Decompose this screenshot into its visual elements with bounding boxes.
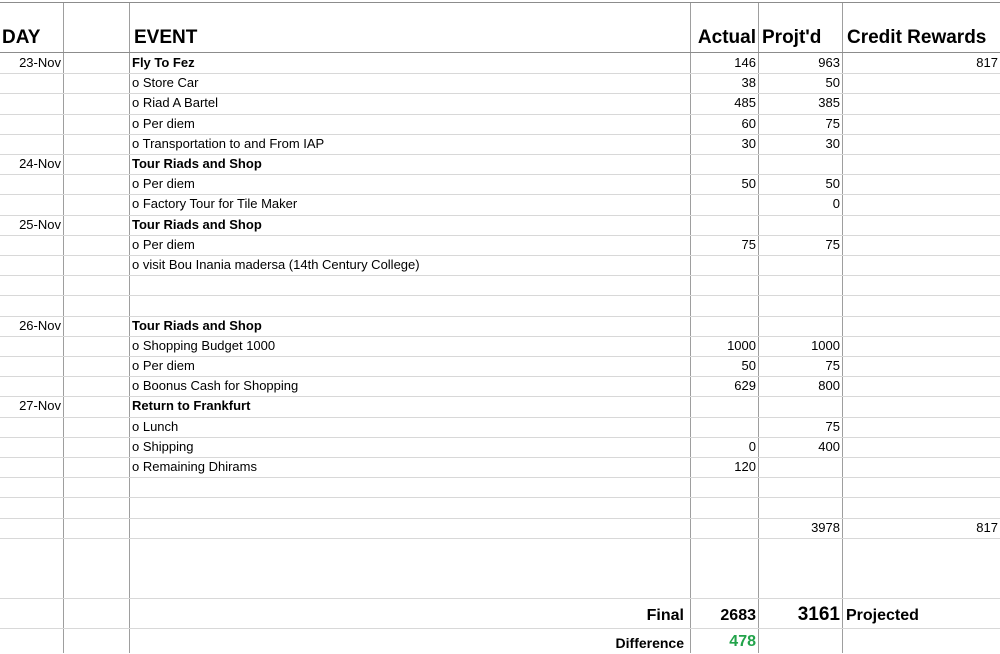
cell-projected[interactable]: 75 [825, 358, 840, 373]
cell-projected[interactable] [759, 255, 840, 275]
cell-credit[interactable] [843, 417, 998, 437]
cell-event[interactable] [132, 518, 688, 538]
cell-credit[interactable] [843, 437, 998, 457]
cell-actual[interactable]: 50 [741, 358, 756, 373]
grid-line [0, 598, 1000, 599]
cell-credit[interactable] [843, 336, 998, 356]
cell-day[interactable] [0, 174, 61, 194]
cell-day[interactable] [0, 376, 61, 396]
cell-actual[interactable] [690, 417, 756, 437]
cell-actual[interactable] [690, 275, 756, 295]
cell-actual[interactable] [690, 154, 756, 174]
cell-event[interactable] [132, 477, 688, 497]
cell-event[interactable] [132, 275, 688, 295]
cell-event[interactable]: o Per diem [132, 176, 195, 192]
cell-event[interactable]: Tour Riads and Shop [132, 216, 262, 232]
cell-credit[interactable] [843, 134, 998, 154]
cell-credit[interactable] [843, 477, 998, 497]
cell-actual[interactable]: 50 [741, 176, 756, 192]
row-gridline [0, 538, 1000, 539]
cell-actual[interactable]: 60 [741, 115, 756, 131]
cell-credit[interactable] [843, 255, 998, 275]
cell-projected[interactable]: 50 [825, 75, 840, 91]
cell-projected[interactable]: 1000 [811, 337, 840, 353]
cell-projected[interactable]: 75 [825, 236, 840, 252]
difference-label[interactable]: Difference [615, 635, 684, 651]
cell-projected[interactable] [759, 457, 840, 477]
header-actual[interactable]: Actual [697, 27, 756, 48]
cell-credit[interactable] [843, 316, 998, 336]
cell-actual[interactable]: 0 [748, 438, 756, 454]
cell-event[interactable]: Tour Riads and Shop [132, 317, 262, 333]
cell-projected[interactable]: 50 [825, 176, 840, 192]
cell-projected[interactable]: 400 [818, 438, 840, 454]
cell-actual[interactable] [690, 215, 756, 235]
cell-projected[interactable] [759, 275, 840, 295]
cell-actual[interactable]: 1000 [727, 337, 756, 353]
cell-actual[interactable]: 120 [734, 459, 756, 474]
cell-projected[interactable]: 75 [825, 418, 840, 434]
cell-day[interactable] [0, 356, 61, 376]
cell-actual[interactable] [690, 477, 756, 497]
cell-day[interactable]: 25-Nov [19, 216, 61, 232]
cell-credit[interactable] [843, 114, 998, 134]
cell-projected[interactable]: 75 [825, 115, 840, 131]
cell-projected[interactable]: 800 [818, 378, 840, 394]
cell-actual[interactable]: 75 [741, 236, 756, 252]
cell-event[interactable]: o Remaining Dhirams [132, 459, 257, 474]
grid-line [63, 2, 64, 653]
projected-label[interactable]: Projected [846, 607, 919, 624]
cell-day[interactable] [0, 134, 61, 154]
cell-projected[interactable]: 963 [818, 55, 840, 70]
cell-actual[interactable] [690, 518, 756, 538]
grid-line [129, 2, 130, 653]
cell-actual[interactable]: 485 [734, 95, 756, 111]
cell-day[interactable]: 27-Nov [19, 398, 61, 414]
final-projected-value[interactable]: 3161 [797, 604, 840, 625]
cell-credit[interactable] [843, 396, 998, 416]
cell-credit[interactable]: 817 [976, 519, 998, 535]
cell-credit[interactable] [843, 497, 998, 517]
cell-credit[interactable] [843, 154, 998, 174]
cell-event[interactable]: o Per diem [132, 358, 195, 373]
cell-event[interactable]: o Shopping Budget 1000 [132, 337, 276, 353]
cell-projected[interactable]: 0 [832, 196, 840, 212]
cell-day[interactable] [0, 275, 61, 295]
cell-event[interactable]: o visit Bou Inania madersa (14th Century College) [132, 257, 420, 272]
cell-projected[interactable]: 30 [825, 135, 840, 151]
header-event[interactable]: EVENT [134, 27, 198, 48]
cell-actual[interactable] [690, 194, 756, 214]
cell-actual[interactable] [690, 396, 756, 416]
cell-projected[interactable] [759, 477, 840, 497]
cell-event[interactable] [132, 295, 688, 315]
cell-day[interactable] [0, 497, 61, 517]
cell-credit[interactable] [843, 275, 998, 295]
difference-value[interactable]: 478 [729, 633, 756, 650]
cell-day[interactable] [0, 477, 61, 497]
cell-day[interactable] [0, 114, 61, 134]
cell-projected[interactable] [759, 396, 840, 416]
cell-credit[interactable] [843, 93, 998, 113]
cell-actual[interactable]: 629 [734, 378, 756, 394]
grid-line [0, 628, 1000, 629]
cell-day[interactable] [0, 194, 61, 214]
cell-projected[interactable] [759, 316, 840, 336]
cell-day[interactable] [0, 518, 61, 538]
cell-event[interactable]: Fly To Fez [132, 55, 195, 70]
cell-actual[interactable] [690, 295, 756, 315]
cell-projected[interactable] [759, 497, 840, 517]
final-label[interactable]: Final [646, 607, 684, 624]
header-credit-rewards[interactable]: Credit Rewards [847, 27, 987, 48]
cell-projected[interactable] [759, 215, 840, 235]
cell-credit[interactable] [843, 295, 998, 315]
cell-event[interactable]: o Store Car [132, 75, 199, 91]
cell-credit[interactable] [843, 376, 998, 396]
cell-day[interactable]: 26-Nov [19, 317, 61, 333]
cell-projected[interactable] [759, 154, 840, 174]
cell-event[interactable]: o Lunch [132, 418, 179, 434]
cell-credit[interactable] [843, 215, 998, 235]
cell-actual[interactable] [690, 255, 756, 275]
cell-event[interactable]: o Shipping [132, 438, 194, 454]
cell-event[interactable]: o Per diem [132, 115, 195, 131]
cell-event[interactable]: o Riad A Bartel [132, 95, 218, 111]
cell-day[interactable] [0, 73, 61, 93]
cell-actual[interactable]: 146 [734, 55, 756, 70]
cell-event[interactable]: o Transportation to and From IAP [132, 135, 325, 151]
cell-day[interactable] [0, 295, 61, 315]
cell-day[interactable]: 23-Nov [19, 55, 61, 70]
grid-line [0, 2, 1000, 3]
cell-credit[interactable]: 817 [976, 55, 998, 70]
cell-credit[interactable] [843, 356, 998, 376]
cell-event[interactable] [132, 497, 688, 517]
cell-projected[interactable]: 385 [818, 95, 840, 111]
cell-day[interactable] [0, 235, 61, 255]
header-day[interactable]: DAY [2, 27, 41, 48]
cell-credit[interactable] [843, 457, 998, 477]
cell-event[interactable]: o Factory Tour for Tile Maker [132, 196, 298, 212]
cell-credit[interactable] [843, 73, 998, 93]
cell-day[interactable] [0, 437, 61, 457]
cell-event[interactable]: Tour Riads and Shop [132, 156, 262, 171]
cell-day[interactable] [0, 457, 61, 477]
cell-actual[interactable]: 30 [741, 135, 756, 151]
cell-event[interactable]: Return to Frankfurt [132, 398, 251, 414]
cell-projected[interactable] [759, 295, 840, 315]
cell-credit[interactable] [843, 174, 998, 194]
cell-actual[interactable]: 38 [741, 75, 756, 91]
cell-day[interactable] [0, 417, 61, 437]
cell-credit[interactable] [843, 235, 998, 255]
cell-event[interactable]: o Boonus Cash for Shopping [132, 378, 299, 394]
cell-day[interactable] [0, 93, 61, 113]
cell-actual[interactable] [690, 316, 756, 336]
cell-actual[interactable] [690, 497, 756, 517]
cell-day[interactable] [0, 255, 61, 275]
cell-event[interactable]: o Per diem [132, 236, 195, 252]
cell-credit[interactable] [843, 194, 998, 214]
cell-projected[interactable]: 3978 [811, 519, 840, 535]
cell-day[interactable]: 24-Nov [19, 156, 61, 171]
cell-day[interactable] [0, 336, 61, 356]
header-projected[interactable]: Projt'd [762, 27, 822, 48]
final-actual-value[interactable]: 2683 [720, 607, 756, 624]
